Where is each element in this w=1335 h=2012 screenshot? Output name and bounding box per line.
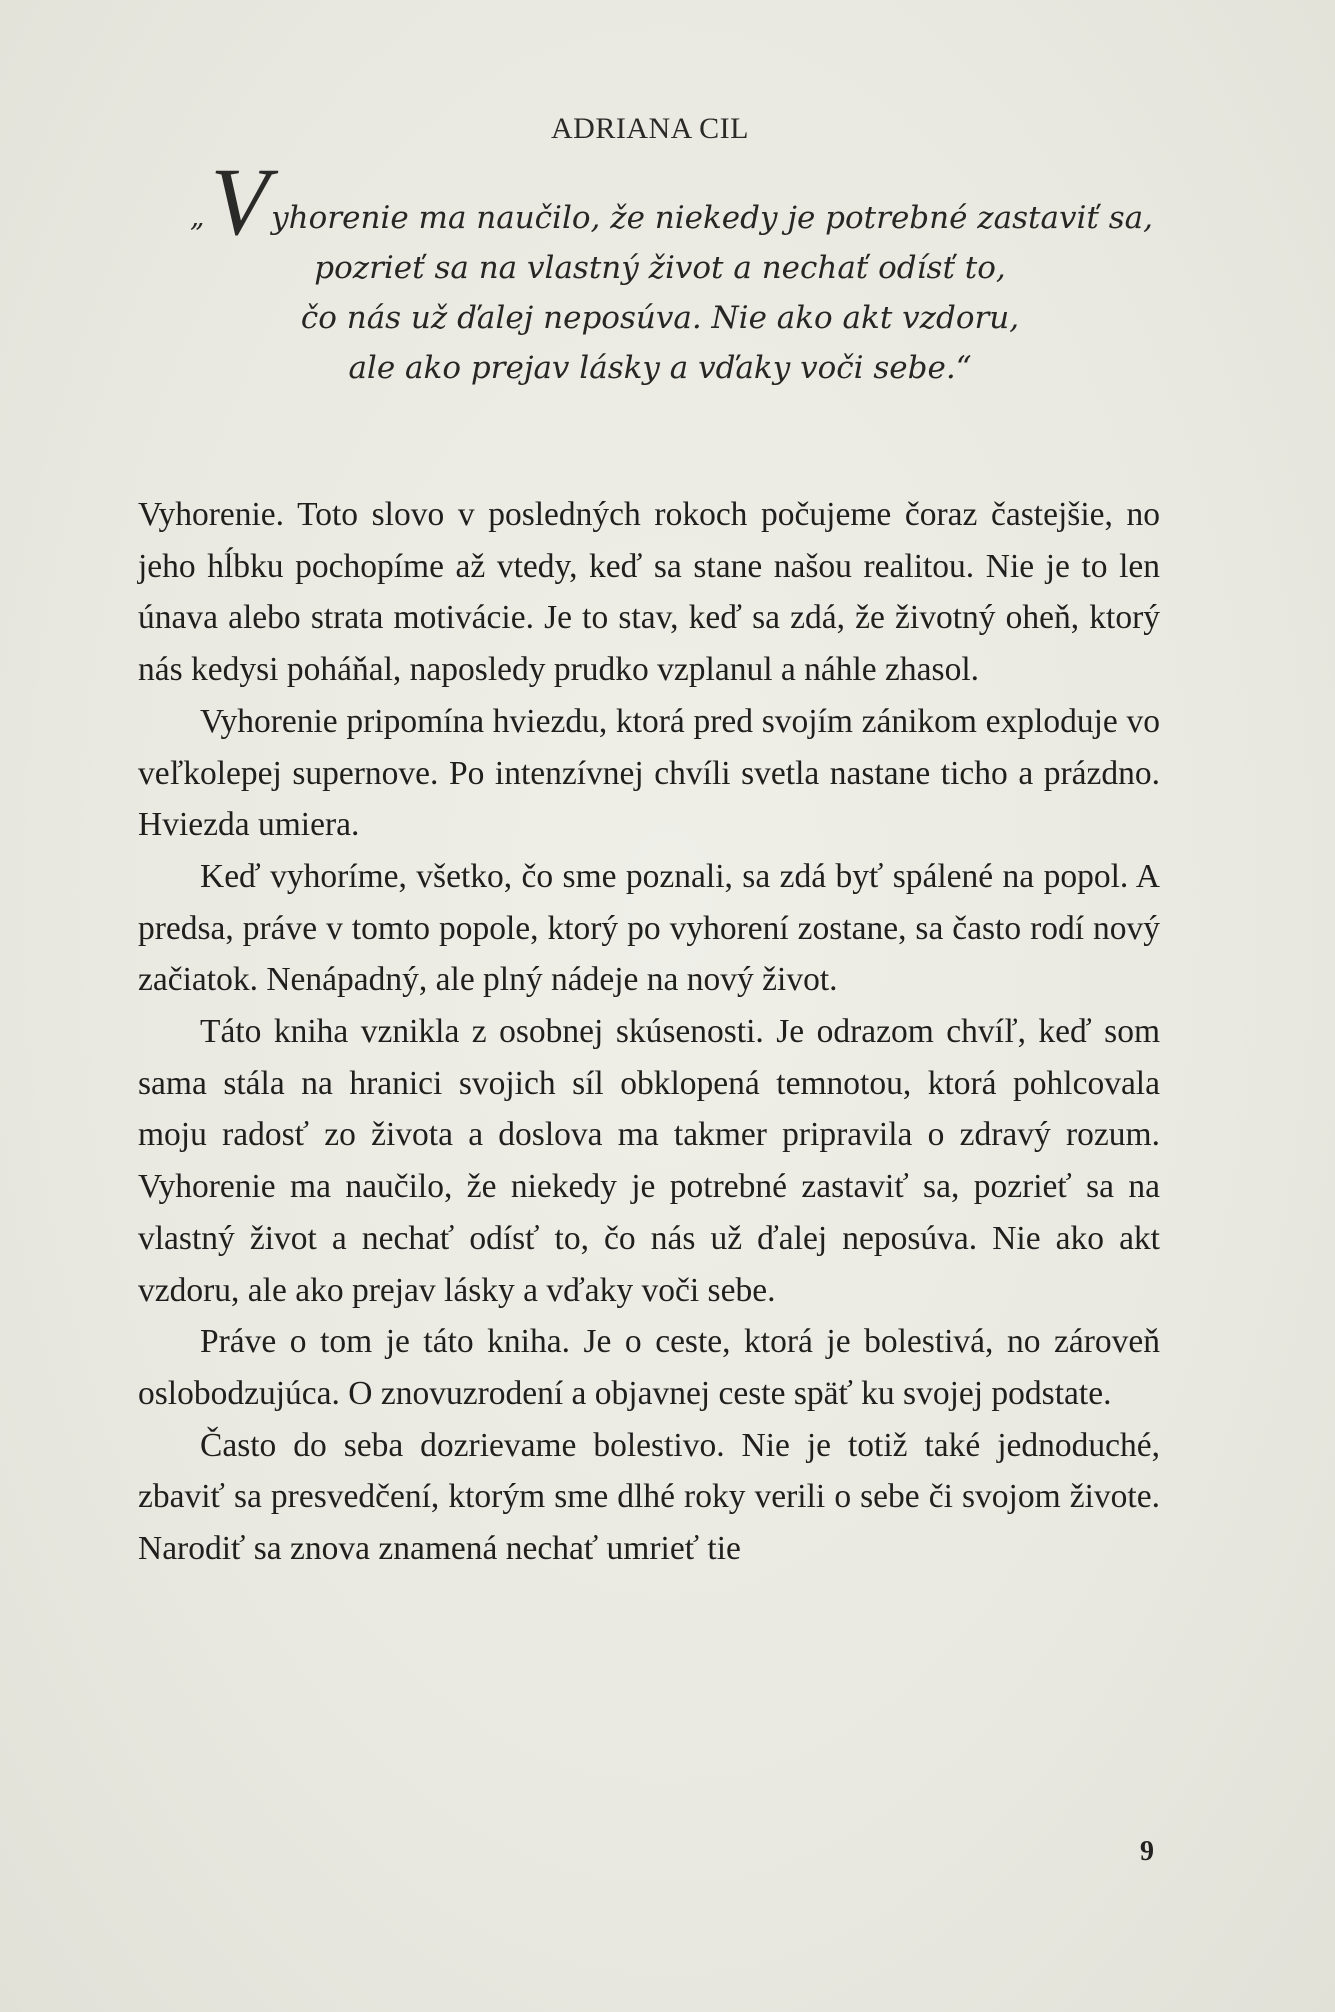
epigraph-drop-cap: V: [210, 148, 270, 255]
body-text: [138, 489, 1160, 1575]
epigraph-line-2: pozrieť sa na vlastný život a nechať odísť to,: [314, 250, 1006, 286]
epigraph-open-quote: „: [190, 200, 205, 233]
paragraph-3: Keď vyhoríme, všetko, čo sme poznali, sa zdá byť spálené na popol. A predsa, práve v tomto popole, ktorý po vyhorení zostane, sa často rodí nový začiatok. Nenápadný, ale plný nádeje na nový život.: [138, 857, 1160, 999]
paragraph-4: Táto kniha vznikla z osobnej skúsenosti. Je odrazom chvíľ, keď som sama stála na hranici svojich síl obklopená temnotou, ktorá pohlcovala moju radosť zo života a doslova ma takmer pripravila o zdravý rozum. Vyhorenie ma naučilo, že niekedy je potrebné zastaviť sa, pozrieť sa na vlastný život a nechať odísť to, čo nás už ďalej neposúva. Nie ako akt vzdoru, ale ako prejav lásky a vďaky voči sebe.: [138, 1013, 1160, 1309]
epigraph-line-3: čo nás už ďalej neposúva. Nie ako akt vzdoru,: [300, 300, 1020, 336]
running-head: ADRIANA CIL: [551, 112, 749, 145]
page-number: 9: [1140, 1836, 1154, 1867]
epigraph-line-1-text: yhorenie ma naučilo, že niekedy je potrebné zastaviť sa,: [271, 200, 1153, 236]
paragraph-2: Vyhorenie pripomína hviezdu, ktorá pred svojím zánikom exploduje vo veľkolepej supernove. Po intenzívnej chvíli svetla nastane ticho a prázdno. Hviezda umiera.: [138, 702, 1160, 844]
epigraph-line-1: [190, 148, 1153, 255]
paragraph-6: Často do seba dozrievame bolestivo. Nie je totiž také jednoduché, zbaviť sa presvedčení, ktorým sme dlhé roky verili o sebe či svojom živote. Narodiť sa znova znamená nechať umrieť tie: [138, 1426, 1160, 1568]
epigraph: [190, 148, 1153, 393]
epigraph-line-4: ale ako prejav lásky a vďaky voči sebe.“: [348, 350, 972, 386]
paragraph-1: Vyhorenie. Toto slovo v posledných rokoch počujeme čoraz častejšie, no jeho hĺbku pochopíme až vtedy, keď sa stane našou realitou. Nie je to len únava alebo strata motivácie. Je to stav, keď sa zdá, že životný oheň, ktorý nás kedysi poháňal, naposledy prudko vzplanul a náhle zhasol.: [138, 496, 1160, 689]
paragraph-5: Práve o tom je táto kniha. Je o ceste, ktorá je bolestivá, no zároveň oslobodzujúca. O znovuzrodení a objavnej ceste späť ku svojej podstate.: [138, 1323, 1160, 1412]
